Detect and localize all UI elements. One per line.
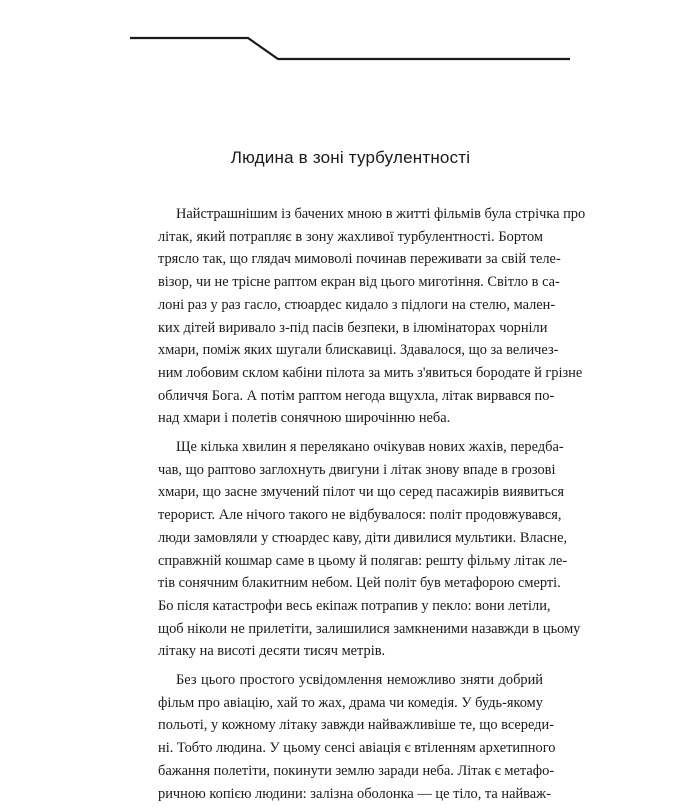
text-line: Без цього простого усвідомлення неможливо зняти добрий <box>176 672 543 689</box>
text-line: щоб ніколи не прилетіти, залишилися замкненими назавжди в цьому <box>158 620 581 637</box>
text-line: Бо після катастрофи весь екіпаж потрапив у пекло: вони летіли, <box>158 597 551 614</box>
header-rule-line <box>130 38 570 59</box>
text-line: справжній кошмар саме в цьому й полягав: решту фільму літак ле- <box>158 552 568 569</box>
text-line: літаку на висоті десяти тисяч метрів. <box>158 643 386 660</box>
paragraph-2 <box>158 436 581 663</box>
text-line: над хмари і полетів сонячною широчінню неба. <box>158 410 451 427</box>
text-line: фільм про авіацію, хай то жах, драма чи комедія. У будь-якому <box>158 694 543 711</box>
text-line: обличчя Бога. А потім раптом негода вщухла, літак вирвався по- <box>158 387 555 404</box>
text-line: хмари, поміж яких шугали блискавиці. Здавалося, що за величез- <box>158 342 559 359</box>
text-line: люди замовляли у стюардес каву, діти дивилися мультики. Власне, <box>158 529 568 546</box>
text-line: візор, чи не трісне раптом екран від цього миготіння. Світло в са- <box>158 274 560 291</box>
text-line: терорист. Але нічого такого не відбувалося: політ продовжувався, <box>158 507 562 524</box>
chapter-body <box>158 203 586 811</box>
text-line: бажання полетіти, покинути землю заради неба. Літак є метафо- <box>158 762 555 779</box>
text-line: ні. Тобто людина. У цьому сенсі авіація є втіленням архетипного <box>158 740 556 757</box>
text-line: ких дітей виривало з-під пасів безпеки, в ілюмінаторах чорніли <box>158 319 548 336</box>
text-line: Ще кілька хвилин я перелякано очікував нових жахів, передба- <box>176 439 564 456</box>
text-line: чав, що раптово заглохнуть двигуни і літак знову впаде в грозові <box>158 461 556 478</box>
text-line: ричною копією людини: залізна оболонка — це тіло, та найваж- <box>158 785 551 802</box>
chapter-title: Людина в зоні турбулентності <box>230 148 471 167</box>
header-rule <box>0 0 700 80</box>
text-line: хмари, що засне змучений пілот чи що серед пасажирів виявиться <box>158 484 564 501</box>
text-line: тів сонячним блакитним небом. Цей політ був метафорою смерті. <box>158 575 561 592</box>
text-line: Найстрашнішим із бачених мною в житті фільмів була стрічка про <box>176 206 586 222</box>
paragraph-1 <box>158 203 586 430</box>
paragraph-3 <box>158 669 556 805</box>
text-line: лоні раз у раз гасло, стюардес кидало з підлоги на стелю, мален- <box>158 296 556 313</box>
text-line: літак, який потрапляє в зону жахливої турбулентності. Бортом <box>158 228 543 245</box>
text-line: ним лобовим склом кабіни пілота за мить з'явиться бородате й грізне <box>158 364 583 381</box>
text-line: трясло так, що глядач мимоволі починав переживати за свій теле- <box>158 251 561 268</box>
text-line: польоті, у кожному літаку завжди найважливіше те, що всереди- <box>158 717 555 734</box>
